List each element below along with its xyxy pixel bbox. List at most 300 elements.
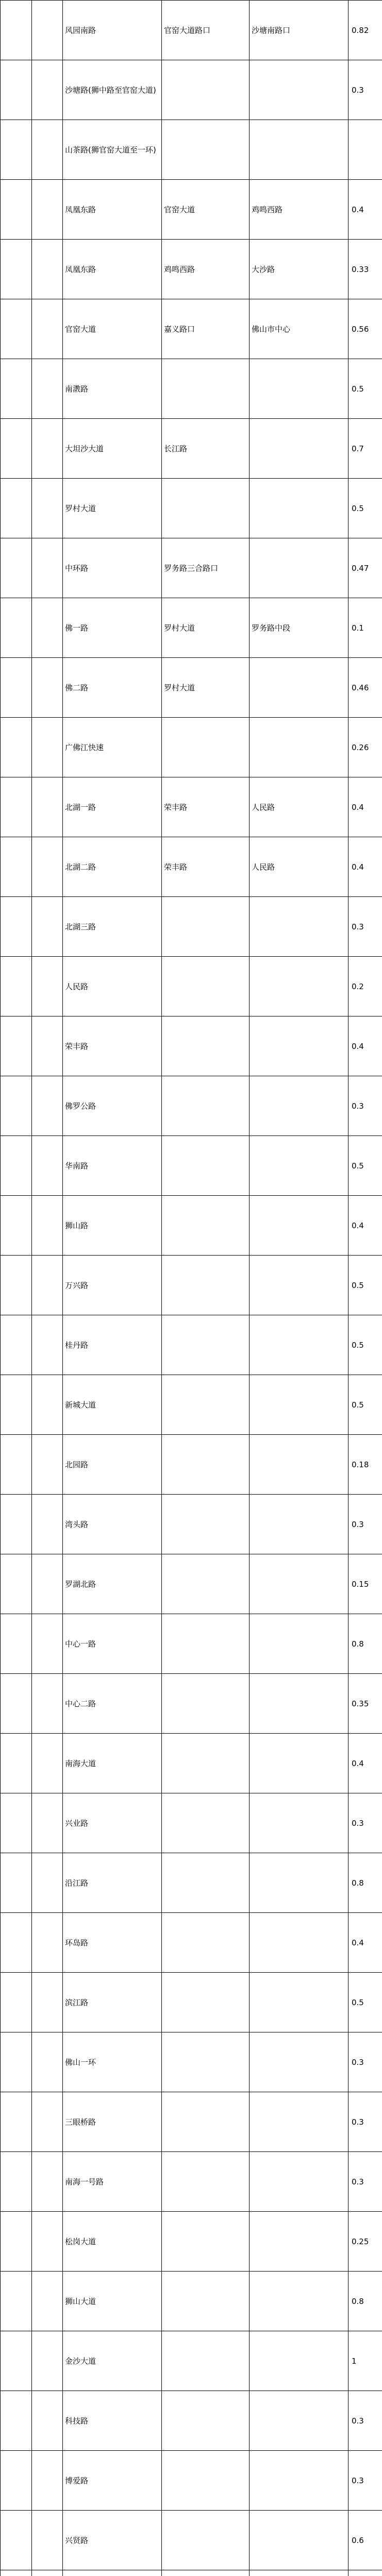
group-cell [32, 718, 63, 777]
group-cell [32, 1, 63, 60]
group-cell [32, 897, 63, 957]
group-cell [32, 2391, 63, 2451]
road-name-cell: 凤凰东路 [63, 180, 162, 240]
length-cell: 0.5 [348, 1375, 382, 1435]
group-cell [1, 1196, 32, 1256]
group-cell [1, 359, 32, 419]
start-point-cell [162, 1435, 250, 1495]
table-row [1, 718, 382, 777]
start-point-cell [162, 120, 250, 180]
group-cell [1, 240, 32, 299]
group-cell [32, 1435, 63, 1495]
group-cell [32, 2272, 63, 2331]
group-cell [32, 957, 63, 1016]
end-point-cell [250, 60, 348, 120]
length-cell: 0.7 [348, 419, 382, 479]
group-cell [1, 479, 32, 538]
road-name-cell: 环岛路 [63, 1913, 162, 1973]
group-cell [1, 837, 32, 897]
table-row [1, 2032, 382, 2092]
group-cell [32, 1196, 63, 1256]
end-point-cell [250, 538, 348, 598]
end-point-cell: 佛山市中心 [250, 299, 348, 359]
end-point-cell [250, 718, 348, 777]
table-row [1, 2092, 382, 2152]
start-point-cell [162, 957, 250, 1016]
road-name-cell: 狮山路 [63, 1196, 162, 1256]
start-point-cell [162, 1674, 250, 1734]
start-point-cell [162, 2331, 250, 2391]
road-name-cell: 南海大道 [63, 1734, 162, 1793]
end-point-cell [250, 2331, 348, 2391]
road-name-cell: 滨江路 [63, 1973, 162, 2032]
table-row [1, 598, 382, 658]
length-cell: 0.4 [348, 1196, 382, 1256]
group-cell [32, 2331, 63, 2391]
start-point-cell [162, 1973, 250, 2032]
start-point-cell [162, 1315, 250, 1375]
group-cell [1, 1793, 32, 1853]
group-cell [1, 120, 32, 180]
end-point-cell [250, 2511, 348, 2570]
end-point-cell [250, 1315, 348, 1375]
end-point-cell [250, 359, 348, 419]
group-cell [32, 1256, 63, 1315]
group-cell [1, 598, 32, 658]
table-row [1, 1196, 382, 1256]
start-point-cell: 罗村大道 [162, 658, 250, 718]
road-name-cell: 中心二路 [63, 1674, 162, 1734]
group-cell [1, 2212, 32, 2272]
start-point-cell [162, 2212, 250, 2272]
group-cell [32, 658, 63, 718]
end-point-cell [250, 897, 348, 957]
table-row [1, 180, 382, 240]
road-name-cell [63, 2570, 162, 2576]
group-cell [32, 1853, 63, 1913]
start-point-cell [162, 2092, 250, 2152]
start-point-cell [162, 2032, 250, 2092]
road-name-cell: 金沙大道 [63, 2331, 162, 2391]
road-name-cell: 广佛江快速 [63, 718, 162, 777]
length-cell: 0.3 [348, 2092, 382, 2152]
end-point-cell [250, 2212, 348, 2272]
table-row [1, 2331, 382, 2391]
length-cell: 0.47 [348, 538, 382, 598]
start-point-cell [162, 1913, 250, 1973]
group-cell [32, 777, 63, 837]
end-point-cell: 大沙路 [250, 240, 348, 299]
start-point-cell [162, 1076, 250, 1136]
road-name-cell: 佛二路 [63, 658, 162, 718]
road-name-cell: 人民路 [63, 957, 162, 1016]
end-point-cell [250, 1853, 348, 1913]
group-cell [1, 1076, 32, 1136]
group-cell [32, 837, 63, 897]
table-row [1, 538, 382, 598]
road-name-cell: 荣丰路 [63, 1016, 162, 1076]
start-point-cell: 长江路 [162, 419, 250, 479]
length-cell: 0.4 [348, 777, 382, 837]
group-cell [1, 1674, 32, 1734]
road-name-cell: 佛山一环 [63, 2032, 162, 2092]
start-point-cell [162, 1734, 250, 1793]
group-cell [32, 419, 63, 479]
group-cell [1, 1913, 32, 1973]
end-point-cell [250, 2570, 348, 2576]
length-cell: 0.2 [348, 957, 382, 1016]
start-point-cell: 罗务路三合路口 [162, 538, 250, 598]
group-cell [32, 2511, 63, 2570]
group-cell [1, 1435, 32, 1495]
length-cell: 0.25 [348, 2212, 382, 2272]
table-row [1, 2451, 382, 2511]
length-cell: 0.4 [348, 1913, 382, 1973]
group-cell [32, 1315, 63, 1375]
group-cell [32, 1495, 63, 1554]
end-point-cell [250, 2152, 348, 2212]
end-point-cell [250, 1973, 348, 2032]
length-cell: 0.3 [348, 2152, 382, 2212]
group-cell [32, 1973, 63, 2032]
length-cell: 0.5 [348, 1136, 382, 1196]
group-cell [32, 1674, 63, 1734]
start-point-cell [162, 1793, 250, 1853]
start-point-cell [162, 1853, 250, 1913]
group-cell [32, 1913, 63, 1973]
group-cell [1, 1554, 32, 1614]
road-name-cell: 三眼桥路 [63, 2092, 162, 2152]
group-cell [1, 957, 32, 1016]
road-name-cell: 新城大道 [63, 1375, 162, 1435]
road-name-cell: 中心一路 [63, 1614, 162, 1674]
road-name-cell: 罗村大道 [63, 479, 162, 538]
group-cell [1, 2511, 32, 2570]
end-point-cell [250, 1913, 348, 1973]
table-row [1, 359, 382, 419]
group-cell [32, 240, 63, 299]
length-cell: 0.1 [348, 598, 382, 658]
group-cell [1, 1614, 32, 1674]
start-point-cell [162, 479, 250, 538]
table-row [1, 1256, 382, 1315]
table-row [1, 1973, 382, 2032]
end-point-cell [250, 2032, 348, 2092]
group-cell [1, 777, 32, 837]
group-cell [1, 1256, 32, 1315]
start-point-cell [162, 359, 250, 419]
group-cell [1, 1016, 32, 1076]
length-cell [348, 2570, 382, 2576]
end-point-cell: 沙塘南路口 [250, 1, 348, 60]
length-cell: 0.6 [348, 2511, 382, 2570]
length-cell: 0.3 [348, 1793, 382, 1853]
length-cell: 0.3 [348, 2451, 382, 2511]
length-cell: 0.4 [348, 180, 382, 240]
table-row [1, 1853, 382, 1913]
start-point-cell [162, 2451, 250, 2511]
group-cell [1, 658, 32, 718]
length-cell: 0.5 [348, 479, 382, 538]
end-point-cell [250, 1435, 348, 1495]
length-cell: 0.33 [348, 240, 382, 299]
road-name-cell: 中环路 [63, 538, 162, 598]
group-cell [32, 2570, 63, 2576]
length-cell: 0.35 [348, 1674, 382, 1734]
table-row [1, 1315, 382, 1375]
road-name-cell: 狮山大道 [63, 2272, 162, 2331]
table-row [1, 1614, 382, 1674]
group-cell [32, 299, 63, 359]
table-row [1, 1016, 382, 1076]
road-name-cell: 北湖一路 [63, 777, 162, 837]
end-point-cell [250, 2092, 348, 2152]
table-row [1, 1495, 382, 1554]
group-cell [1, 1375, 32, 1435]
end-point-cell [250, 658, 348, 718]
length-cell: 0.5 [348, 359, 382, 419]
length-cell: 0.8 [348, 1614, 382, 1674]
route-table-body [1, 1, 382, 2576]
length-cell: 0.3 [348, 1076, 382, 1136]
table-row [1, 658, 382, 718]
table-row [1, 120, 382, 180]
road-name-cell: 科技路 [63, 2391, 162, 2451]
start-point-cell [162, 2152, 250, 2212]
length-cell: 0.4 [348, 1734, 382, 1793]
table-row [1, 837, 382, 897]
table-row [1, 60, 382, 120]
group-cell [1, 419, 32, 479]
road-name-cell: 华南路 [63, 1136, 162, 1196]
group-cell [32, 1614, 63, 1674]
group-cell [1, 718, 32, 777]
end-point-cell [250, 1734, 348, 1793]
group-cell [32, 2451, 63, 2511]
group-cell [32, 1136, 63, 1196]
road-name-cell: 风园南路 [63, 1, 162, 60]
table-row [1, 2391, 382, 2451]
table-row [1, 1136, 382, 1196]
road-name-cell: 兴业路 [63, 1793, 162, 1853]
group-cell [1, 2391, 32, 2451]
start-point-cell: 官窑大道路口 [162, 1, 250, 60]
length-cell: 0.8 [348, 1853, 382, 1913]
start-point-cell [162, 1495, 250, 1554]
road-name-cell: 山茶路(狮官窑大道至一环) [63, 120, 162, 180]
group-cell [32, 598, 63, 658]
start-point-cell [162, 1196, 250, 1256]
table-row [1, 2570, 382, 2576]
start-point-cell [162, 1375, 250, 1435]
group-cell [32, 2092, 63, 2152]
road-name-cell: 北湖二路 [63, 837, 162, 897]
end-point-cell [250, 479, 348, 538]
end-point-cell [250, 957, 348, 1016]
table-row [1, 419, 382, 479]
end-point-cell [250, 1495, 348, 1554]
road-name-cell: 佛一路 [63, 598, 162, 658]
length-cell: 0.4 [348, 837, 382, 897]
start-point-cell [162, 2272, 250, 2331]
road-name-cell: 博爱路 [63, 2451, 162, 2511]
start-point-cell [162, 60, 250, 120]
end-point-cell: 人民路 [250, 777, 348, 837]
table-row [1, 1913, 382, 1973]
end-point-cell [250, 1554, 348, 1614]
road-name-cell: 兴贤路 [63, 2511, 162, 2570]
end-point-cell [250, 2451, 348, 2511]
end-point-cell [250, 1016, 348, 1076]
table-row [1, 1076, 382, 1136]
table-row [1, 299, 382, 359]
group-cell [32, 2152, 63, 2212]
end-point-cell [250, 120, 348, 180]
table-row [1, 479, 382, 538]
group-cell [1, 180, 32, 240]
group-cell [1, 1853, 32, 1913]
group-cell [1, 2032, 32, 2092]
group-cell [1, 1495, 32, 1554]
road-name-cell: 大坦沙大道 [63, 419, 162, 479]
end-point-cell [250, 1614, 348, 1674]
table-row [1, 2212, 382, 2272]
length-cell: 0.82 [348, 1, 382, 60]
road-name-cell: 北湖三路 [63, 897, 162, 957]
length-cell [348, 120, 382, 180]
group-cell [32, 2212, 63, 2272]
road-name-cell: 桂丹路 [63, 1315, 162, 1375]
start-point-cell [162, 1136, 250, 1196]
group-cell [1, 1734, 32, 1793]
group-cell [1, 897, 32, 957]
group-cell [32, 2032, 63, 2092]
group-cell [1, 2331, 32, 2391]
end-point-cell [250, 2272, 348, 2331]
end-point-cell [250, 1375, 348, 1435]
start-point-cell: 鸡鸣西路 [162, 240, 250, 299]
start-point-cell [162, 2570, 250, 2576]
start-point-cell: 罗村大道 [162, 598, 250, 658]
start-point-cell: 嘉义路口 [162, 299, 250, 359]
end-point-cell: 人民路 [250, 837, 348, 897]
group-cell [1, 2451, 32, 2511]
group-cell [1, 2092, 32, 2152]
table-row [1, 2272, 382, 2331]
table-row [1, 1435, 382, 1495]
group-cell [32, 479, 63, 538]
table-row [1, 957, 382, 1016]
length-cell: 0.5 [348, 1315, 382, 1375]
road-name-cell: 罗湖北路 [63, 1554, 162, 1614]
end-point-cell [250, 2391, 348, 2451]
start-point-cell [162, 2511, 250, 2570]
group-cell [32, 60, 63, 120]
group-cell [32, 1076, 63, 1136]
start-point-cell [162, 1256, 250, 1315]
group-cell [32, 1734, 63, 1793]
table-row [1, 2152, 382, 2212]
start-point-cell: 官窑大道 [162, 180, 250, 240]
end-point-cell [250, 419, 348, 479]
road-name-cell: 凤凰东路 [63, 240, 162, 299]
start-point-cell [162, 897, 250, 957]
end-point-cell [250, 1076, 348, 1136]
group-cell [1, 2272, 32, 2331]
group-cell [1, 1973, 32, 2032]
end-point-cell [250, 1674, 348, 1734]
group-cell [1, 1136, 32, 1196]
table-row [1, 1674, 382, 1734]
road-name-cell: 湾头路 [63, 1495, 162, 1554]
road-name-cell: 佛罗公路 [63, 1076, 162, 1136]
group-cell [32, 359, 63, 419]
length-cell: 0.3 [348, 897, 382, 957]
length-cell: 0.3 [348, 60, 382, 120]
start-point-cell [162, 1614, 250, 1674]
length-cell: 0.46 [348, 658, 382, 718]
group-cell [1, 2152, 32, 2212]
table-row [1, 2511, 382, 2570]
end-point-cell: 鸡鸣西路 [250, 180, 348, 240]
road-name-cell: 万兴路 [63, 1256, 162, 1315]
length-cell: 0.56 [348, 299, 382, 359]
group-cell [32, 538, 63, 598]
start-point-cell [162, 1554, 250, 1614]
road-name-cell: 北园路 [63, 1435, 162, 1495]
length-cell: 0.26 [348, 718, 382, 777]
start-point-cell [162, 718, 250, 777]
road-name-cell: 松岗大道 [63, 2212, 162, 2272]
group-cell [1, 60, 32, 120]
group-cell [1, 538, 32, 598]
table-row [1, 1375, 382, 1435]
road-name-cell: 沙塘路(狮中路至官窑大道) [63, 60, 162, 120]
end-point-cell: 罗务路中段 [250, 598, 348, 658]
length-cell: 0.5 [348, 1256, 382, 1315]
table-row [1, 1734, 382, 1793]
length-cell: 1 [348, 2331, 382, 2391]
end-point-cell [250, 1136, 348, 1196]
group-cell [1, 1315, 32, 1375]
length-cell: 0.4 [348, 1016, 382, 1076]
group-cell [1, 299, 32, 359]
road-name-cell: 南海一号路 [63, 2152, 162, 2212]
table-row [1, 1, 382, 60]
start-point-cell: 荣丰路 [162, 837, 250, 897]
start-point-cell [162, 2391, 250, 2451]
end-point-cell [250, 1196, 348, 1256]
start-point-cell [162, 1016, 250, 1076]
group-cell [32, 1793, 63, 1853]
group-cell [32, 1016, 63, 1076]
table-row [1, 777, 382, 837]
length-cell: 0.8 [348, 2272, 382, 2331]
group-cell [1, 2570, 32, 2576]
end-point-cell [250, 1793, 348, 1853]
road-name-cell: 南漖路 [63, 359, 162, 419]
length-cell: 0.3 [348, 2032, 382, 2092]
table-row [1, 1554, 382, 1614]
length-cell: 0.15 [348, 1554, 382, 1614]
group-cell [32, 180, 63, 240]
table-row [1, 240, 382, 299]
length-cell: 0.3 [348, 1495, 382, 1554]
length-cell: 0.3 [348, 2391, 382, 2451]
table-row [1, 897, 382, 957]
group-cell [32, 120, 63, 180]
road-name-cell: 官窑大道 [63, 299, 162, 359]
